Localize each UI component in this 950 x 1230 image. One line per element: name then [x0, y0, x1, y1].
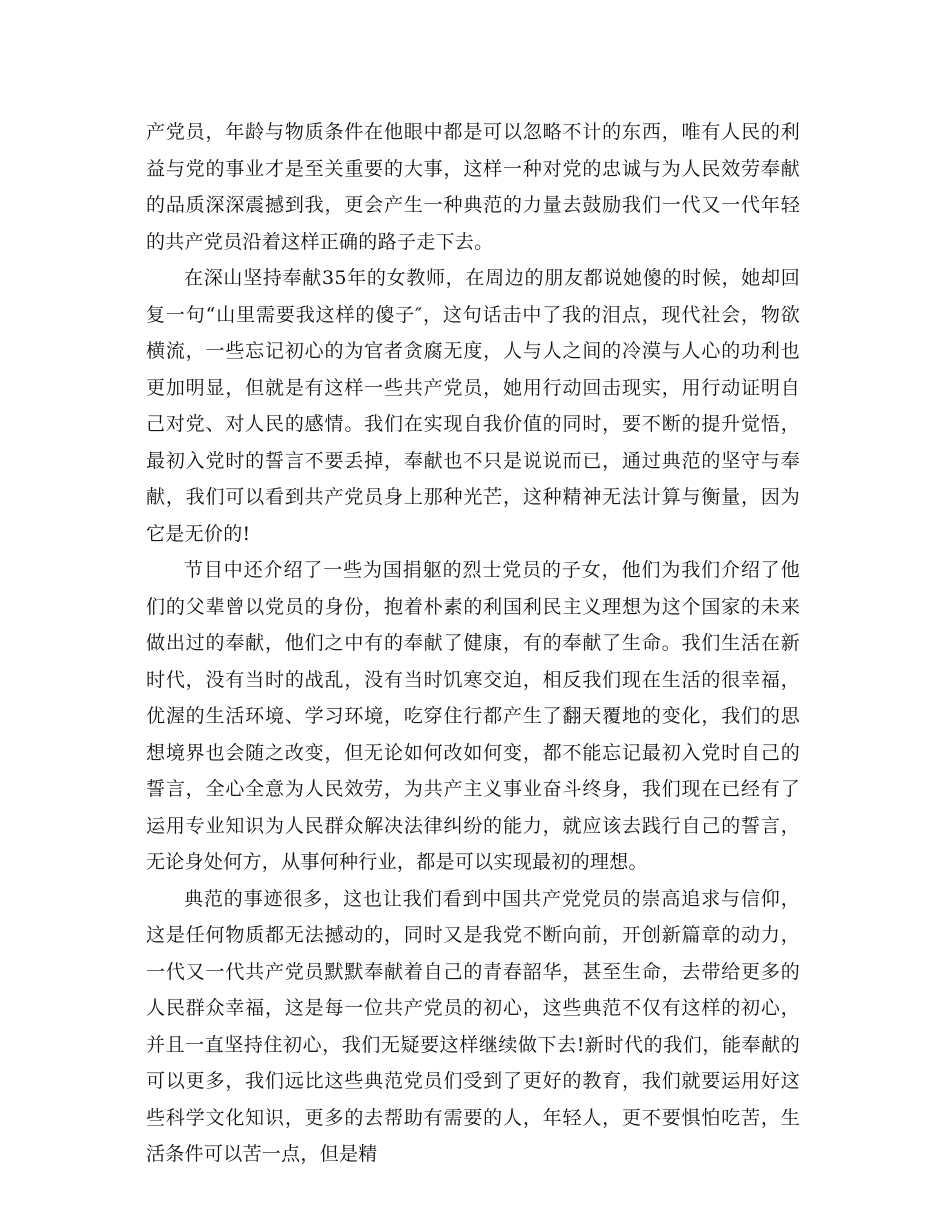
document-body	[146, 114, 800, 1173]
paragraph-martyrs-children: 节目中还介绍了一些为国捐躯的烈士党员的子女，他们为我们介绍了他们的父辈曾以党员的身份，抱着朴素的利国利民主义理想为这个国家的未来做出过的奉献，他们之中有的奉献了健康，有的奉献了生命。我们生活在新时代，没有当时的战乱，没有当时饥寒交迫，相反我们现在生活的很幸福，优渥的生活环境、学习环境，吃穿住行都产生了翻天覆地的变化，我们的思想境界也会随之改变，但无论如何改如何变，都不能忘记最初入党时自己的誓言，全心全意为人民效劳，为共产主义事业奋斗终身，我们现在已经有了运用专业知识为人民群众解决法律纠纷的能力，就应该去践行自己的誓言，无论身处何方，从事何种行业，都是可以实现最初的理想。	[146, 559, 800, 873]
paragraph-continuation: 产党员，年龄与物质条件在他眼中都是可以忽略不计的东西，唯有人民的利益与党的事业才是至关重要的大事，这样一种对党的忠诚与为人民效劳奉献的品质深深震撼到我，更会产生一种典范的力量去鼓励我们一代又一代年轻的共产党员沿着这样正确的路子走下去。	[146, 121, 800, 253]
paragraph-exemplars: 典范的事迹很多，这也让我们看到中国共产党党员的崇高追求与信仰，这是任何物质都无法撼动的，同时又是我党不断向前，开创新篇章的动力，一代又一代共产党员默默奉献着自己的青春韶华，甚至生命，去带给更多的人民群众幸福，这是每一位共产党员的初心，这些典范不仅有这样的初心，并且一直坚持住初心，我们无疑要这样继续做下去!新时代的我们，能奉献的可以更多，我们远比这些典范党员们受到了更好的教育，我们就要运用好这些科学文化知识，更多的去帮助有需要的人，年轻人，更不要惧怕吃苦，生活条件可以苦一点，但是精	[146, 887, 800, 1165]
paragraph-female-teacher: 在深山坚持奉献35年的女教师，在周边的朋友都说她傻的时候，她却回复一句“山里需要我这样的傻子″，这句话击中了我的泪点，现代社会，物欲横流，一些忘记初心的为官者贪腐无度，人与人之间的冷漠与人心的功利也更加明显，但就是有这样一些共产党员，她用行动回击现实，用行动证明自己对党、对人民的感情。我们在实现自我价值的同时，要不断的提升觉悟，最初入党时的誓言不要丢掉，奉献也不只是说说而已，通过典范的坚守与奉献，我们可以看到共产党员身上那种光芒，这种精神无法计算与衡量，因为它是无价的!	[146, 267, 800, 545]
